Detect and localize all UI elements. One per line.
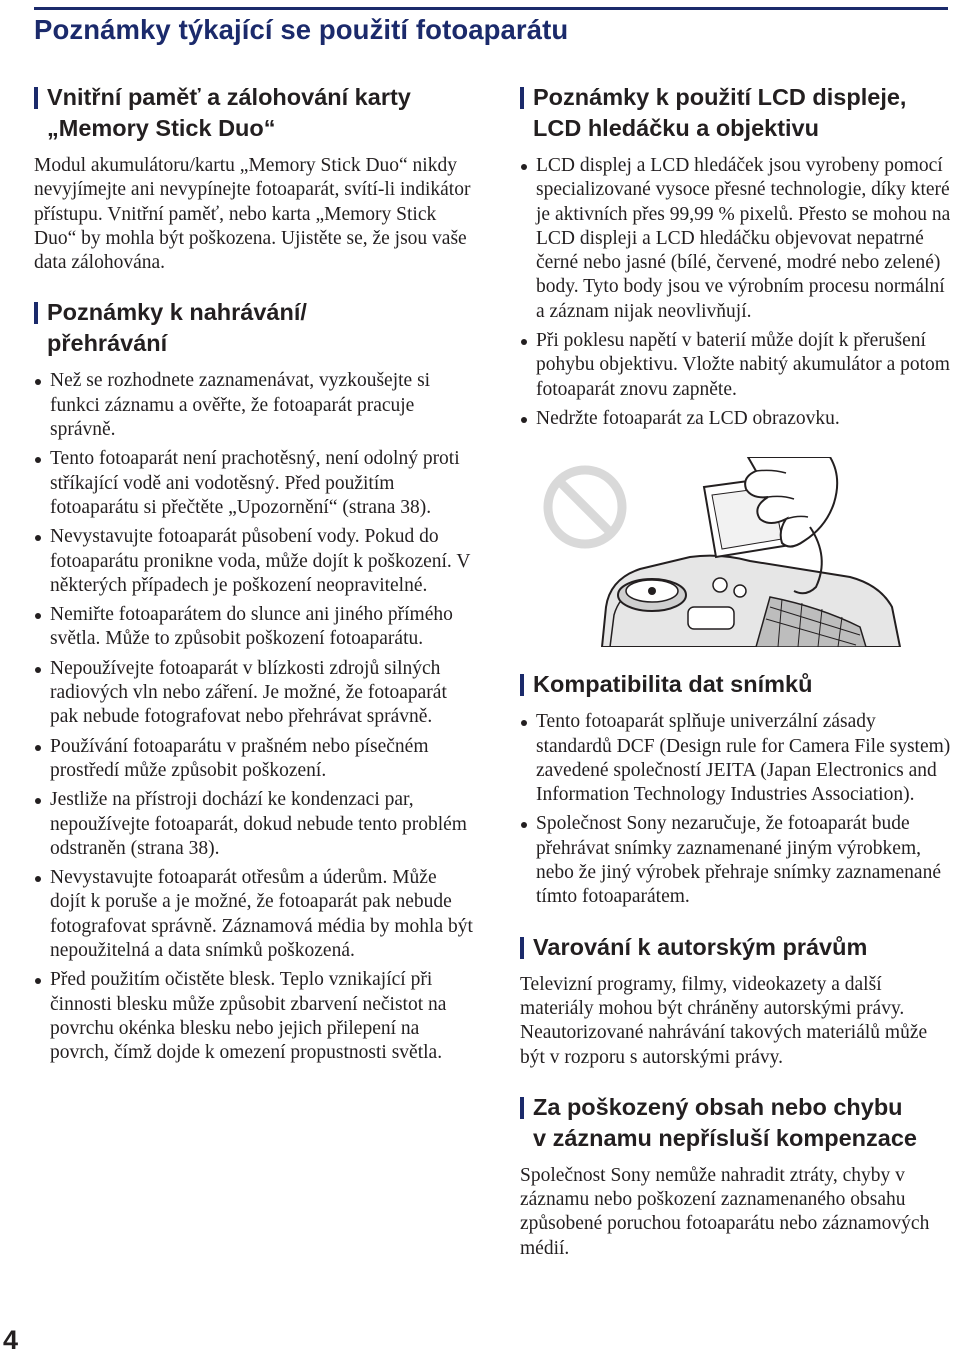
heading-line-2: v záznamu nepřísluší kompenzace xyxy=(533,1124,917,1151)
heading-text: Varování k autorským právům xyxy=(533,933,868,960)
heading-line-2: přehrávání xyxy=(47,330,168,357)
bullet-icon xyxy=(35,457,41,463)
compatibility-list xyxy=(520,710,956,909)
list-item xyxy=(520,154,956,324)
left-column xyxy=(34,82,474,1071)
bullet-icon xyxy=(521,822,527,828)
bullet-icon xyxy=(35,379,41,385)
bullet-icon xyxy=(35,667,41,673)
heading-line-1: Poznámky k použití LCD displeje, xyxy=(533,84,907,110)
list-item-text: Nedržte fotoaparát za LCD obrazovku. xyxy=(536,407,840,429)
compensation-text: Společnost Sony nemůže nahradit ztráty, chyby v záznamu nebo poškození zaznamenaného obsahu způsobené poruchou fotoaparátu nebo záznamových médií. xyxy=(520,1164,930,1259)
prohibited-icon xyxy=(548,470,622,544)
bullet-icon xyxy=(35,613,41,619)
heading-marker xyxy=(520,87,524,109)
page-number: 4 xyxy=(3,1325,19,1355)
list-item xyxy=(34,866,474,963)
heading-line-2: „Memory Stick Duo“ xyxy=(47,115,276,141)
right-column xyxy=(520,82,956,1261)
heading-compensation xyxy=(520,1092,956,1154)
bullet-icon xyxy=(35,535,41,541)
heading-marker xyxy=(34,302,38,324)
list-item-text: Nevystavujte fotoaparát působení vody. Pokud do fotoaparátu pronikne voda, může dojít k poškození. V některých případech je poškození neopravitelné. xyxy=(50,526,471,596)
list-item-text: Před použitím očistěte blesk. Teplo vznikající při činnosti blesku může způsobit zbarvení nečistot na povrchu okénka blesku nebo jejich přilepení na povrch, čímž dojde k omezení propustnosti světla. xyxy=(50,969,447,1064)
heading-copyright xyxy=(520,932,956,963)
heading-line-2: LCD hledáčku a objektivu xyxy=(533,115,819,141)
heading-marker xyxy=(34,87,38,109)
hand-holding-camera-illustration xyxy=(520,457,956,647)
list-item xyxy=(520,710,956,807)
bullet-icon xyxy=(521,720,527,726)
heading-marker xyxy=(520,1097,524,1119)
heading-lcd-notes xyxy=(520,82,956,144)
bullet-icon xyxy=(521,339,527,345)
bullet-icon xyxy=(35,876,41,882)
list-item xyxy=(34,788,474,861)
bullet-icon xyxy=(521,164,527,170)
bullet-icon xyxy=(35,978,41,984)
bullet-icon xyxy=(35,745,41,751)
list-item xyxy=(520,329,956,402)
lcd-notes-list xyxy=(520,154,956,431)
list-item-text: Společnost Sony nezaručuje, že fotoaparát bude přehrávat snímky zaznamenané jiným výrobkem, nebo že jiný výrobek přehraje snímky zaznamenané tímto fotoaparátem. xyxy=(536,813,941,908)
list-item-text: Tento fotoaparát splňuje univerzální zásady standardů DCF (Design rule for Camera File system) zavedené společností JEITA (Japan Electronics and Information Technology Industries Association). xyxy=(536,711,951,806)
list-item xyxy=(34,525,474,598)
recording-notes-list xyxy=(34,369,474,1065)
bullet-icon xyxy=(521,417,527,423)
heading-compatibility xyxy=(520,669,956,700)
list-item xyxy=(34,657,474,730)
heading-line-1: Vnitřní paměť a zálohování karty xyxy=(47,84,411,110)
list-item-text: Nepoužívejte fotoaparát v blízkosti zdrojů silných radiových vln nebo záření. Je možné, že fotoaparát pak nebude fotografovat nebo přehrávat správně. xyxy=(50,657,447,728)
list-item xyxy=(520,812,956,909)
list-item-text: Při poklesu napětí v baterií může dojít k přerušení pohybu objektivu. Vložte nabitý akumulátor a potom fotoaparát znovu zapněte. xyxy=(536,330,950,400)
heading-memory-backup xyxy=(34,82,474,144)
heading-line-1: Za poškozený obsah nebo chybu xyxy=(533,1093,903,1120)
heading-line-1: Poznámky k nahrávání/ xyxy=(47,299,307,326)
list-item-text: Než se rozhodnete zaznamenávat, vyzkoušejte si funkci záznamu a ověřte, že fotoaparát pracuje správně. xyxy=(50,370,431,441)
camera-body-drawing xyxy=(602,556,900,647)
list-item xyxy=(520,407,956,431)
heading-recording-playback xyxy=(34,297,474,359)
list-item-text: Nevystavujte fotoaparát otřesům a úderům. Může dojít k poruše a je možné, že fotoaparát pak nebude fotografovat správně. Záznamová média by mohla být nepoužitelná a data snímků poškozená. xyxy=(50,867,473,962)
heading-text: Kompatibilita dat snímků xyxy=(533,671,813,698)
page-title: Poznámky týkající se použití fotoaparátu xyxy=(34,14,569,45)
list-item-text: Jestliže na přístroji dochází ke kondenzaci par, nepoužívejte fotoaparát, dokud nebude tento problém odstraněn (strana 38). xyxy=(50,789,467,859)
memory-backup-text: Modul akumulátoru/kartu „Memory Stick Duo“ nikdy nevyjímejte ani nevypínejte fotoaparát, svítí-li indikátor přístupu. Vnitřní paměť, nebo karta „Memory Stick Duo“ by mohla být poškozena. Ujistěte se, že jsou vaše data zálohována. xyxy=(34,155,471,274)
list-item-text: Tento fotoaparát není prachotěsný, není odolný proti stříkající vodě ani vodotěsný. Před použitím fotoaparátu si přečtěte „Upozornění“ (strana 38). xyxy=(50,448,460,518)
list-item xyxy=(34,369,474,442)
list-item-text: LCD displej a LCD hledáček jsou vyrobeny pomocí specializované vysoce přesné technologie, díky které je aktivních přes 99,99 % pixelů. Přesto se mohou na LCD displeji a LCD hledáčku objevovat nepatrné černé nebo jasné (bílé, červené, modré nebo zelené) body. Tyto body jsou ve výrobním procesu normální a záznam nijak neovlivňují. xyxy=(536,155,951,322)
header-rule xyxy=(34,7,948,10)
list-item xyxy=(34,968,474,1065)
bullet-icon xyxy=(35,798,41,804)
heading-marker xyxy=(520,937,524,959)
list-item xyxy=(34,735,474,784)
heading-marker xyxy=(520,674,524,696)
list-item xyxy=(34,603,474,652)
copyright-text: Televizní programy, filmy, videokazety a další materiály mohou být chráněny autorskými právy. Neautorizované nahrávání takových materiálů může být v rozporu s autorskými právy. xyxy=(520,973,928,1068)
camera-illustration xyxy=(520,457,956,647)
list-item xyxy=(34,447,474,520)
list-item-text: Používání fotoaparátu v prašném nebo písečném prostředí může způsobit poškození. xyxy=(50,735,429,781)
list-item-text: Nemiřte fotoaparátem do slunce ani jiného přímého světla. Může to způsobit poškození fotoaparátu. xyxy=(50,604,453,650)
